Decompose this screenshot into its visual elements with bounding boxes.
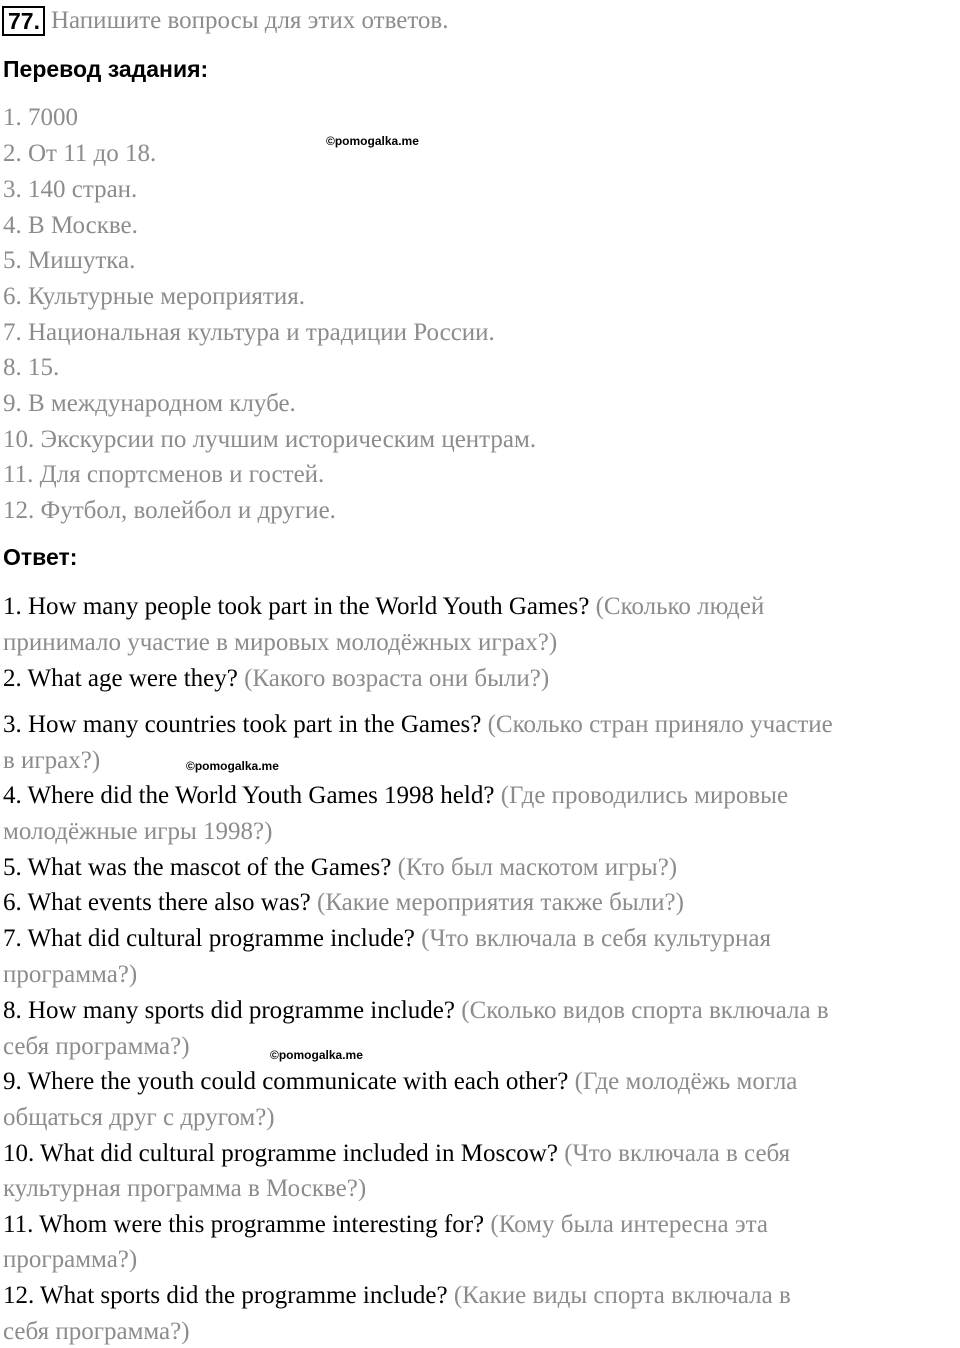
translation-item: 6. Культурные мероприятия. — [3, 283, 305, 310]
answer-translation-ru: (Сколько стран приняло участие — [487, 711, 833, 738]
answer-translation-ru: (Что включала в себя культурная — [421, 925, 772, 952]
answer-line — [3, 817, 272, 847]
translation-item: 9. В международном клубе. — [3, 390, 296, 417]
answer-translation-ru: (Сколько видов спорта включала в — [461, 997, 829, 1024]
answer-line — [3, 746, 100, 776]
answer-question-en: 12. What sports did the programme include? — [3, 1282, 454, 1309]
answer-line — [3, 1139, 790, 1169]
answer-translation-ru: (Кто был маскотом игры?) — [397, 854, 678, 881]
answer-translation-ru: себя программа?) — [3, 1318, 190, 1345]
answer-line — [3, 1210, 768, 1240]
answer-translation-ru: программа?) — [3, 961, 138, 988]
answer-line — [3, 664, 549, 694]
answer-title: Ответ: — [3, 544, 78, 570]
answer-translation-ru: молодёжные игры 1998?) — [3, 818, 273, 845]
answer-line — [3, 1174, 366, 1204]
translation-item: 8. 15. — [3, 354, 60, 381]
translation-item: 5. Мишутка. — [3, 247, 136, 274]
translation-item: 3. 140 стран. — [3, 176, 138, 203]
answer-line — [3, 1281, 791, 1311]
answer-translation-ru: (Где молодёжь могла — [574, 1068, 798, 1095]
answer-line — [3, 592, 764, 622]
watermark: ©pomogalka.me — [326, 134, 419, 148]
answer-question-en: 9. Where the youth could communicate with each other? — [3, 1068, 575, 1095]
translation-item: 4. В Москве. — [3, 212, 138, 239]
translation-title: Перевод задания: — [3, 56, 209, 82]
answer-line — [3, 1317, 190, 1347]
answer-translation-ru: (Что включала в себя — [564, 1140, 791, 1167]
answer-translation-ru: (Какие мероприятия также были?) — [317, 889, 684, 916]
answer-question-en: 6. What events there also was? — [3, 889, 318, 916]
answer-translation-ru: общаться друг с другом?) — [3, 1104, 275, 1131]
answer-line — [3, 960, 137, 990]
translation-item: 7. Национальная культура и традиции России. — [3, 319, 495, 346]
translation-item: 10. Экскурсии по лучшим историческим центрам. — [3, 426, 537, 453]
answer-translation-ru: принимало участие в мировых молодёжных играх?) — [3, 629, 558, 656]
answer-translation-ru: себя программа?) — [3, 1033, 190, 1060]
watermark: ©pomogalka.me — [186, 759, 279, 773]
answer-translation-ru: (Какие виды спорта включала в — [453, 1282, 791, 1309]
translation-item: 12. Футбол, волейбол и другие. — [3, 497, 336, 524]
answer-question-en: 3. How many countries took part in the Games? — [3, 711, 488, 738]
answer-question-en: 1. How many people took part in the World Youth Games? — [3, 593, 596, 620]
task-number: 77. — [2, 6, 45, 36]
answer-line — [3, 1067, 797, 1097]
translation-item: 2. От 11 до 18. — [3, 140, 157, 167]
answer-question-en: 11. Whom were this programme interesting for? — [3, 1211, 491, 1238]
answer-line — [3, 888, 684, 918]
answer-line — [3, 781, 788, 811]
answer-question-en: 4. Where did the World Youth Games 1998 held? — [3, 782, 501, 809]
answer-question-en: 10. What did cultural programme included in Moscow? — [3, 1140, 565, 1167]
answer-translation-ru: культурная программа в Москве?) — [3, 1175, 367, 1202]
translation-item: 1. 7000 — [3, 104, 78, 131]
answer-line — [3, 1032, 190, 1062]
answer-translation-ru: (Какого возраста они были?) — [244, 665, 550, 692]
answer-question-en: 5. What was the mascot of the Games? — [3, 854, 398, 881]
answer-question-en: 8. How many sports did programme include? — [3, 997, 462, 1024]
answer-line — [3, 924, 771, 954]
answer-question-en: 7. What did cultural programme include? — [3, 925, 422, 952]
answer-line — [3, 1245, 137, 1275]
answer-translation-ru: программа?) — [3, 1246, 138, 1273]
answer-line — [3, 710, 833, 740]
task-instruction: Напишите вопросы для этих ответов. — [50, 7, 449, 34]
answer-translation-ru: (Где проводились мировые — [500, 782, 789, 809]
answer-question-en: 2. What age were they? — [3, 665, 245, 692]
answer-line — [3, 853, 677, 883]
answer-line — [3, 1103, 275, 1133]
answer-translation-ru: (Кому была интересна эта — [490, 1211, 768, 1238]
translation-item: 11. Для спортсменов и гостей. — [3, 461, 325, 488]
task-header — [2, 4, 448, 38]
answer-line — [3, 628, 557, 658]
answer-translation-ru: в играх?) — [3, 747, 101, 774]
watermark: ©pomogalka.me — [270, 1048, 363, 1062]
answer-line — [3, 996, 829, 1026]
answer-translation-ru: (Сколько людей — [595, 593, 765, 620]
